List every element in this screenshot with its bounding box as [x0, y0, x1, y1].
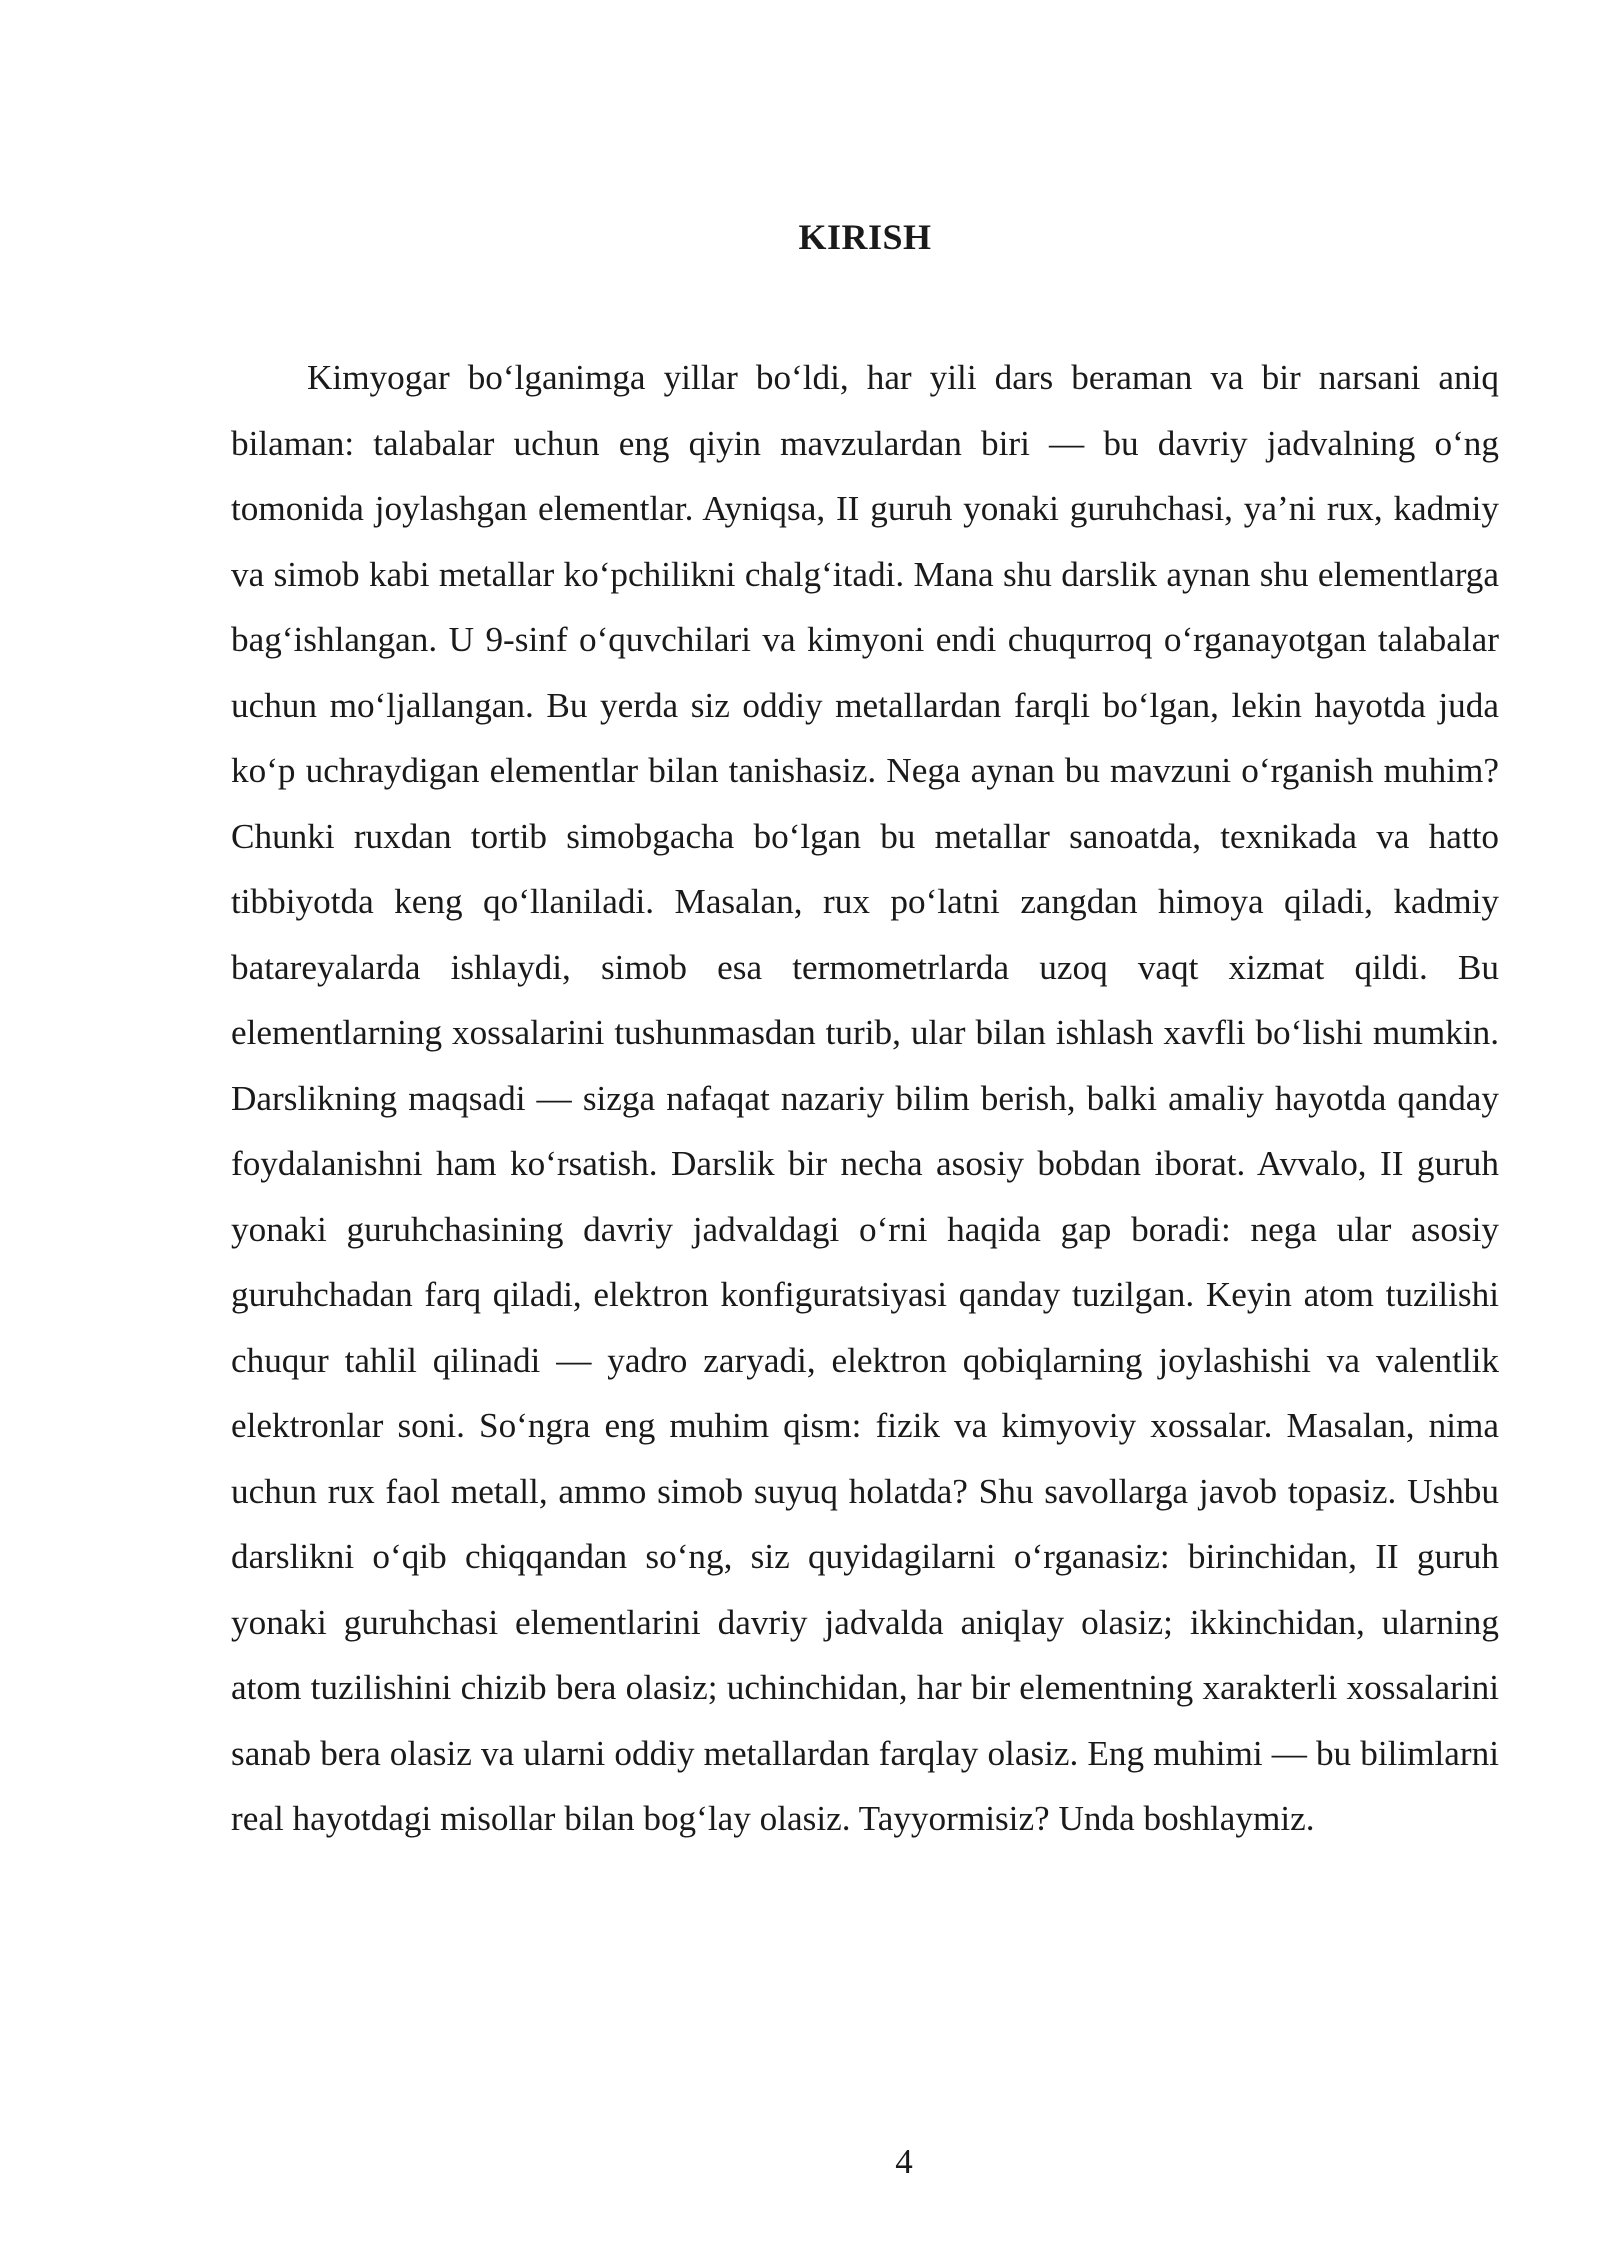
- page-number: 4: [895, 2142, 913, 2181]
- page-title: KIRISH: [798, 217, 932, 257]
- body-paragraph: Kimyogar bo‘lganimga yillar bo‘ldi, har yili dars beraman va bir narsani aniq bilaman: talabalar uchun eng qiyin mavzulardan biri — bu davriy jadvalning o‘ng tomonida joylashgan elementlar. Ayniqsa, II guruh yonaki guruhchasi, ya’ni rux, kadmiy va simob kabi metallar ko‘pchilikni chalg‘itadi. Mana shu darslik aynan shu elementlarga bag‘ishlangan. U 9-sinf o‘quvchilari va kimyoni endi chuqurroq o‘rganayotgan talabalar uchun mo‘ljallangan. Bu yerda siz oddiy metallardan farqli bo‘lgan, lekin hayotda juda ko‘p uchraydigan elementlar bilan tanishasiz. Nega aynan bu mavzuni o‘rganish muhim? Chunki ruxdan tortib simobgacha bo‘lgan bu metallar sanoatda, texnikada va hatto tibbiyotda keng qo‘llaniladi. Masalan, rux po‘latni zangdan himoya qiladi, kadmiy batareyalarda ishlaydi, simob esa termometrlarda uzoq vaqt xizmat qildi. Bu elementlarning xossalarini tushunmasdan turib, ular bilan ishlash xavfli bo‘lishi mumkin. Darslikning maqsadi — sizga nafaqat nazariy bilim berish, balki amaliy hayotda qanday foydalanishni ham ko‘rsatish. Darslik bir necha asosiy bobdan iborat. Avvalo, II guruh yonaki guruhchasining davriy jadvaldagi o‘rni haqida gap boradi: nega ular asosiy guruhchadan farq qiladi, elektron konfiguratsiyasi qanday tuzilgan. Keyin atom tuzilishi chuqur tahlil qilinadi — yadro zaryadi, elektron qobiqlarning joylashishi va valentlik elektronlar soni. So‘ngra eng muhim qism: fizik va kimyoviy xossalar. Masalan, nima uchun rux faol metall, ammo simob suyuq holatda? Shu savollarga javob topasiz. Ushbu darslikni o‘qib chiqqandan so‘ng, siz quyidagilarni o‘rganasiz: birinchidan, II guruh yonaki guruhchasi elementlarini davriy jadvalda aniqlay olasiz; ikkinchidan, ularning atom tuzilishini chizib bera olasiz; uchinchidan, har bir elementning xarakterli xossalarini sanab bera olasiz va ularni oddiy metallardan farqlay olasiz. Eng muhimi — bu bilimlarni real hayotdagi misollar bilan bog‘lay olasiz. Tayyormisiz? Unda boshlaymiz.: [231, 358, 1499, 1838]
